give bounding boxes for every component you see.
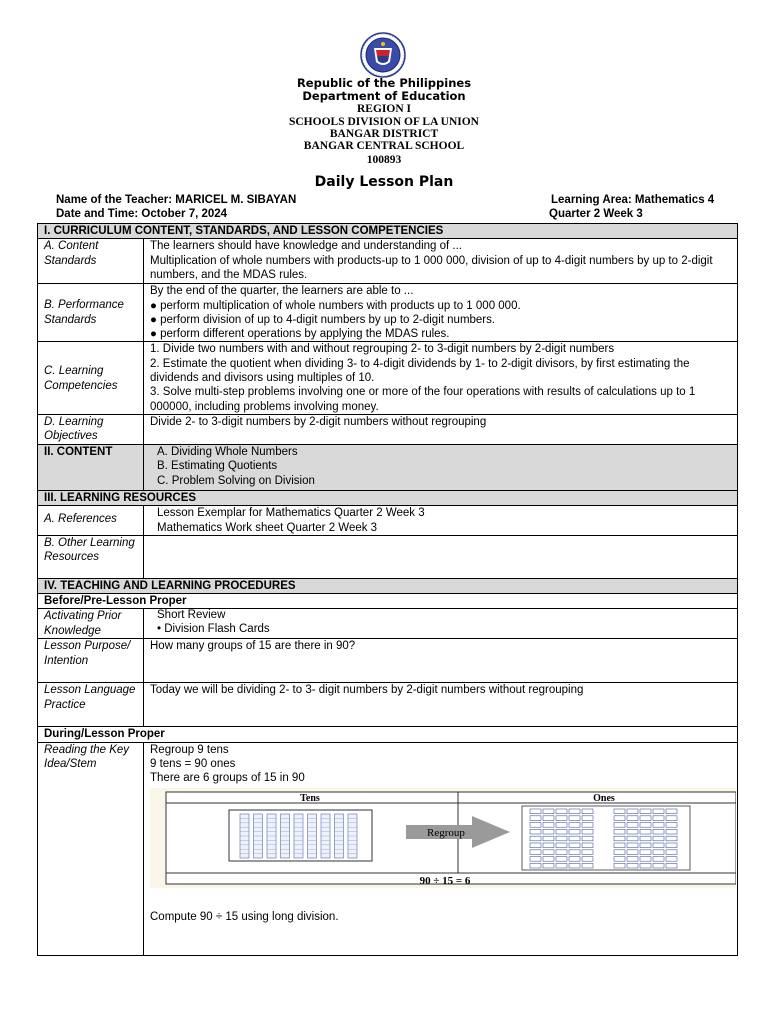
reading-line: Regroup 9 tens: [150, 743, 229, 756]
performance-line: ● perform multiplication of whole numbers with products up to 1 000 000.: [150, 299, 521, 312]
figure-regroup-label: Regroup: [427, 826, 465, 839]
ones-cube: [556, 815, 567, 820]
ones-cube: [569, 829, 580, 834]
subsection-row: [38, 594, 738, 609]
ones-cube: [543, 829, 554, 834]
competencies-cell: [144, 342, 738, 414]
section-procedures: IV. TEACHING AND LEARNING PROCEDURES: [38, 578, 738, 593]
subsection-before: Before/Pre-Lesson Proper: [38, 594, 738, 609]
ones-cube: [653, 822, 664, 827]
ones-cube: [614, 849, 625, 854]
ones-cube: [627, 843, 638, 848]
section-row: [38, 578, 738, 593]
ones-cube: [666, 822, 677, 827]
ones-cube: [530, 815, 541, 820]
ones-cube: [640, 863, 651, 868]
table-row: [38, 742, 738, 955]
reading-line: There are 6 groups of 15 in 90: [150, 772, 305, 785]
competency-line: 1. Divide two numbers with and without regrouping 2- to 3-digit numbers by 2-digit numbers: [150, 343, 615, 356]
language-label: Lesson Language Practice: [38, 683, 144, 727]
competency-line: 3. Solve multi-step problems involving one or more of the four operations with results of calculations up to 1 000000, including problems involving money.: [150, 386, 696, 413]
ones-cube: [530, 843, 541, 848]
ones-cube: [543, 836, 554, 841]
ones-cube: [582, 849, 593, 854]
table-row: [38, 683, 738, 727]
ones-cube: [530, 822, 541, 827]
references-label: A. References: [38, 506, 144, 536]
teacher-name: Name of the Teacher: MARICEL M. SIBAYAN: [56, 194, 297, 206]
ones-cube: [666, 809, 677, 814]
ones-cube: [614, 822, 625, 827]
ones-cube: [614, 829, 625, 834]
date-time: Date and Time: October 7, 2024: [56, 208, 228, 220]
learning-area: Learning Area: Mathematics 4: [551, 194, 715, 206]
objectives-label: D. Learning Objectives: [38, 414, 144, 444]
performance-line: By the end of the quarter, the learners are able to ...: [150, 285, 414, 298]
figure-tens-label: Tens: [300, 792, 320, 804]
performance-standards-cell: [144, 284, 738, 342]
competency-line: 2. Estimate the quotient when dividing 3- to 4-digit dividends by 1- to 2-digit divisors, by first estimating the dividends and divisors using multiples of 10.: [150, 357, 690, 385]
ones-cube: [582, 815, 593, 820]
ones-cube: [666, 836, 677, 841]
activating-cell: [144, 609, 738, 639]
content-standards-line: The learners should have knowledge and understanding of ...: [150, 240, 462, 253]
ones-cube: [653, 863, 664, 868]
ones-cube: [640, 822, 651, 827]
figure-ones-label: Ones: [593, 792, 615, 804]
ones-cube: [556, 822, 567, 827]
ones-cube: [640, 815, 651, 820]
quarter-week: Quarter 2 Week 3: [549, 208, 643, 220]
ones-cube: [543, 856, 554, 861]
table-row: [38, 444, 738, 490]
ones-cube: [627, 856, 638, 861]
content-item: B. Estimating Quotients: [157, 460, 278, 473]
ones-cube: [653, 809, 664, 814]
ones-cube: [569, 836, 580, 841]
ones-cube: [556, 836, 567, 841]
table-row: [38, 414, 738, 444]
reading-line: 9 tens = 90 ones: [150, 758, 236, 771]
ones-cube: [569, 863, 580, 868]
deped-seal-icon: [360, 32, 406, 78]
ones-cube: [530, 809, 541, 814]
competencies-label: C. Learning Competencies: [38, 342, 144, 414]
header-district: BANGAR DISTRICT: [329, 128, 439, 140]
ones-cube: [627, 863, 638, 868]
ones-cube: [666, 843, 677, 848]
objectives-text: Divide 2- to 3-digit numbers by 2-digit numbers without regrouping: [144, 414, 738, 444]
ones-cube: [582, 822, 593, 827]
ones-cube: [543, 863, 554, 868]
ones-cube: [582, 829, 593, 834]
table-row: [38, 342, 738, 414]
purpose-label: Lesson Purpose/ Intention: [38, 639, 144, 683]
reading-label: Reading the Key Idea/Stem: [38, 742, 144, 955]
ones-cube: [543, 815, 554, 820]
ones-cube: [614, 843, 625, 848]
ones-cube: [543, 809, 554, 814]
ones-cube: [530, 856, 541, 861]
ones-cube: [530, 829, 541, 834]
ones-cube: [556, 863, 567, 868]
header-school: BANGAR CENTRAL SCHOOL: [303, 140, 465, 152]
table-row: [38, 609, 738, 639]
purpose-text: How many groups of 15 are there in 90?: [144, 639, 738, 683]
figure-equation: 90 ÷ 15 = 6: [419, 874, 471, 887]
content-standards-label: A. Content Standards: [38, 239, 144, 284]
section-resources: III. LEARNING RESOURCES: [38, 490, 738, 505]
compute-instruction: Compute 90 ÷ 15 using long division.: [150, 910, 339, 923]
ones-cube: [640, 836, 651, 841]
ones-cube: [582, 809, 593, 814]
ones-cube: [640, 856, 651, 861]
header-school-id: 100893: [366, 154, 402, 166]
ones-cube: [556, 829, 567, 834]
reading-cell: [144, 742, 738, 955]
ones-cube: [556, 849, 567, 854]
content-item: A. Dividing Whole Numbers: [157, 445, 298, 458]
activating-line: • Division Flash Cards: [157, 622, 270, 635]
performance-standards-label: B. Performance Standards: [38, 284, 144, 342]
performance-line: ● perform division of up to 4-digit numbers by up to 2-digit numbers.: [150, 313, 496, 326]
ones-cube: [653, 849, 664, 854]
ones-cube: [640, 849, 651, 854]
ones-cube: [569, 815, 580, 820]
ones-cube: [640, 829, 651, 834]
other-resources-label: B. Other Learning Resources: [38, 535, 144, 578]
ones-cube: [666, 815, 677, 820]
header-division: SCHOOLS DIVISION OF LA UNION: [288, 116, 479, 128]
ones-cube: [614, 856, 625, 861]
header-region: REGION I: [357, 103, 411, 115]
ones-cube: [627, 836, 638, 841]
table-row: [38, 239, 738, 284]
reference-item: Mathematics Work sheet Quarter 2 Week 3: [157, 521, 378, 534]
performance-line: ● perform different operations by applying the MDAS rules.: [150, 328, 450, 341]
ones-cube: [543, 843, 554, 848]
section-content: II. CONTENT: [38, 444, 144, 490]
section-curriculum: I. CURRICULUM CONTENT, STANDARDS, AND LESSON COMPETENCIES: [38, 224, 738, 239]
ones-cube: [627, 849, 638, 854]
ones-cube: [666, 863, 677, 868]
header-department: Department of Education: [302, 89, 466, 103]
ones-cube: [614, 863, 625, 868]
ones-cube: [614, 815, 625, 820]
section-row: [38, 224, 738, 239]
content-list: [144, 444, 738, 490]
content-standards-line: Multiplication of whole numbers with products-up to 1 000 000, division of up to 4-digit numbers by up to 2-digit numbers, and the MDAS rules.: [150, 254, 713, 281]
activating-line: Short Review: [157, 609, 226, 622]
other-resources-cell: [144, 535, 738, 578]
tens-rods-group: [240, 814, 357, 858]
ones-cube: [530, 849, 541, 854]
ones-cube: [543, 849, 554, 854]
subsection-during: During/Lesson Proper: [38, 727, 738, 742]
page-title: Daily Lesson Plan: [314, 174, 454, 190]
ones-cube: [653, 843, 664, 848]
ones-cube: [653, 836, 664, 841]
ones-cube: [582, 843, 593, 848]
table-row: [38, 639, 738, 683]
ones-cube: [666, 829, 677, 834]
ones-cube: [627, 822, 638, 827]
ones-cube: [582, 863, 593, 868]
ones-cube: [530, 836, 541, 841]
section-row: [38, 490, 738, 505]
ones-cube: [653, 815, 664, 820]
ones-cube: [640, 809, 651, 814]
reference-item: Lesson Exemplar for Mathematics Quarter 2 Week 3: [157, 507, 425, 520]
ones-cube: [543, 822, 554, 827]
ones-cube: [653, 829, 664, 834]
ones-cube: [666, 849, 677, 854]
lesson-plan-table: [37, 223, 738, 956]
ones-cube: [556, 809, 567, 814]
ones-cube: [569, 856, 580, 861]
ones-cube: [614, 809, 625, 814]
ones-cube: [666, 856, 677, 861]
ones-cube: [556, 843, 567, 848]
ones-cube: [582, 836, 593, 841]
ones-cube: [627, 809, 638, 814]
ones-cube: [569, 843, 580, 848]
ones-cube: [640, 843, 651, 848]
table-row: [38, 506, 738, 536]
ones-cube: [582, 856, 593, 861]
regroup-figure: [150, 788, 736, 888]
ones-cube: [569, 849, 580, 854]
ones-cube: [556, 856, 567, 861]
ones-cube: [614, 836, 625, 841]
ones-cube: [627, 829, 638, 834]
ones-cube: [569, 809, 580, 814]
ones-cube: [530, 863, 541, 868]
table-row: [38, 284, 738, 342]
table-row: [38, 535, 738, 578]
subsection-row: [38, 727, 738, 742]
activating-label: Activating Prior Knowledge: [38, 609, 144, 639]
ones-cube: [569, 822, 580, 827]
content-standards-cell: [144, 239, 738, 284]
language-text: Today we will be dividing 2- to 3- digit numbers by 2-digit numbers without regrouping: [144, 683, 738, 727]
header-republic: Republic of the Philippines: [296, 76, 472, 90]
references-cell: [144, 506, 738, 536]
ones-cube: [653, 856, 664, 861]
ones-cube: [627, 815, 638, 820]
content-item: C. Problem Solving on Division: [157, 474, 315, 487]
